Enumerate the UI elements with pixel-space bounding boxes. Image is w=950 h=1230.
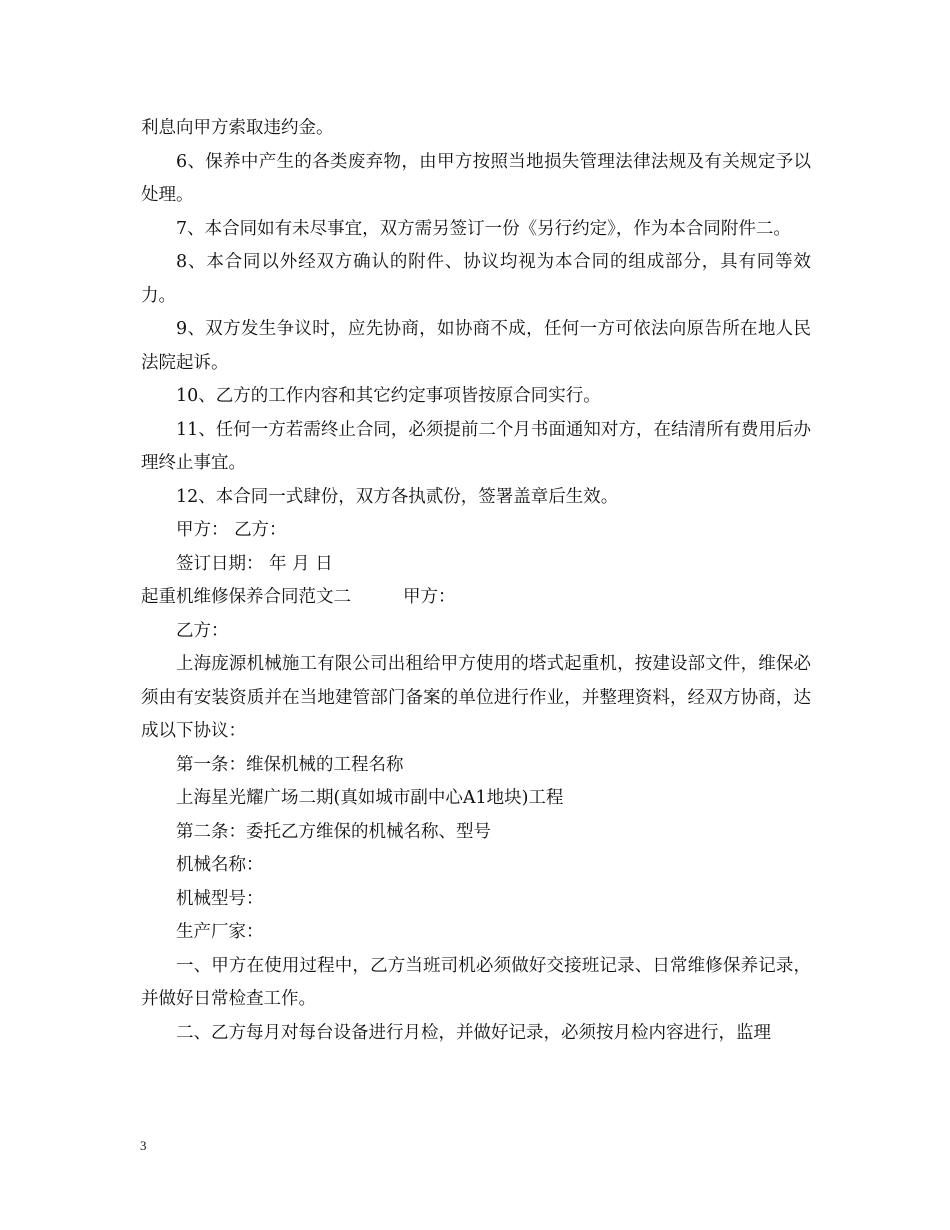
project-name: 上海星光耀广场二期(真如城市副中心A1地块)工程 [176,788,564,808]
paragraph-clause-11: 11、任何一方若需终止合同，必须提前二个月书面通知对方，在结清所有费用后办理终止事宜。 [141,419,811,473]
requirement-1: 一、甲方在使用过程中，乙方当班司机必须做好交接班记录、日常维修保养记录，并做好日常检查工作。 [141,955,811,1009]
signature-parties: 甲方： 乙方： [176,520,287,540]
signing-date: 签订日期： 年 月 日 [176,553,333,574]
paragraph-clause-10: 10、乙方的工作内容和其它约定事项皆按原合同实行。 [176,386,601,406]
paragraph-clause-8: 8、本合同以外经双方确认的附件、协议均视为本合同的组成部分，具有同等效力。 [141,252,811,306]
paragraph-clause-6: 6、保养中产生的各类废弃物，由甲方按照当地损失管理法律法规及有关规定予以处理。 [141,151,811,205]
paragraph-penalty-continuation: 利息向甲方索取违约金。 [141,118,334,138]
second-contract-party-a: 甲方： [403,587,456,607]
manufacturer-field: 生产厂家： [176,922,264,942]
document-body [141,112,811,1050]
paragraph-clause-12: 12、本合同一式肆份，双方各执贰份，签署盖章后生效。 [176,486,619,507]
requirement-2: 二、乙方每月对每台设备进行月检，并做好记录，必须按月检内容进行，监理 [176,1022,771,1043]
paragraph-clause-9: 9、双方发生争议时，应先协商，如协商不成，任何一方可依法向原告所在地人民法院起诉。 [141,319,811,373]
machine-model-field: 机械型号： [176,888,264,909]
second-contract-party-b: 乙方： [176,620,229,641]
second-contract-title-line [141,581,811,615]
article-1-heading: 第一条：维保机械的工程名称 [176,754,404,775]
second-contract-title: 起重机维修保养合同范文二 [141,587,351,607]
second-contract-intro: 上海庞源机械施工有限公司出租给甲方使用的塔式起重机，按建设部文件，维保必须由有安装资质并在当地建管部门备案的单位进行作业，并整理资料，经双方协商，达成以下协议： [141,654,811,741]
article-2-heading: 第二条：委托乙方维保的机械名称、型号 [176,821,491,842]
machine-name-field: 机械名称： [176,855,264,875]
page-number: 3 [140,1138,147,1153]
paragraph-clause-7: 7、本合同如有未尽事宜，双方需另签订一份《另行约定》，作为本合同附件二。 [176,218,791,239]
